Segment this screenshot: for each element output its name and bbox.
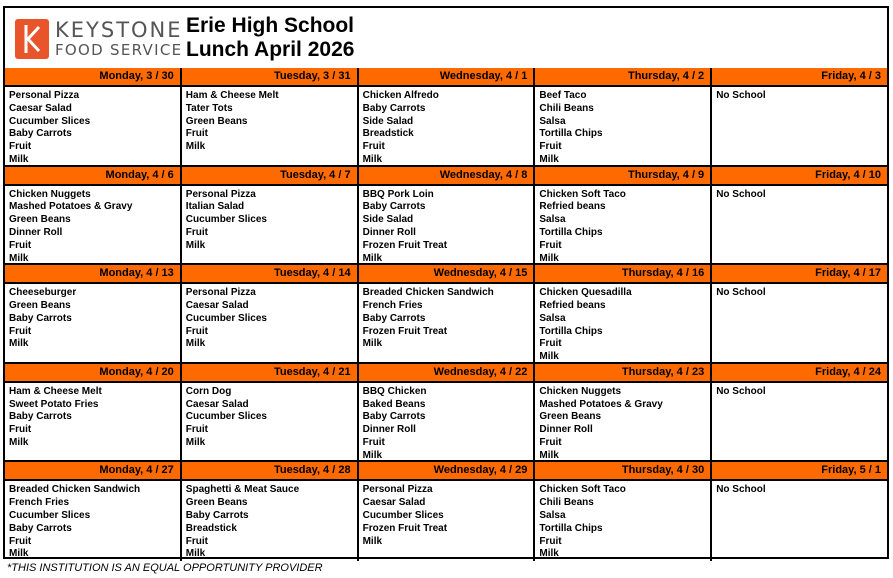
menu-item: Milk	[185, 436, 206, 448]
day-header: Wednesday, 4 / 22	[359, 364, 536, 381]
day-header: Thursday, 4 / 9	[535, 167, 712, 184]
day-header: Wednesday, 4 / 29	[359, 462, 536, 479]
menu-item: Milk	[9, 153, 29, 165]
day-header: Friday, 5 / 1	[821, 464, 881, 477]
day-header: Monday, 4 / 27	[5, 462, 182, 479]
menu-item: Salsa	[539, 312, 566, 324]
day-header: Thursday, 4 / 16	[535, 265, 712, 282]
menu-item: Dinner Roll	[362, 424, 416, 436]
day-menu-cell	[712, 383, 887, 463]
menu-item: Milk	[539, 252, 559, 264]
menu-item: Cucumber Slices	[185, 214, 267, 226]
menu-item: Fruit	[9, 239, 32, 251]
menu-item: Green Beans	[539, 411, 602, 423]
week-row	[5, 265, 887, 364]
menu-item: Green Beans	[185, 115, 248, 127]
menu-item: Fruit	[539, 141, 562, 153]
menu-item: Frozen Fruit Treat	[362, 522, 448, 534]
day-header: Tuesday, 4 / 7	[182, 167, 359, 184]
menu-row	[5, 186, 887, 266]
menu-row	[5, 481, 887, 561]
menu-item: Cucumber Slices	[185, 312, 267, 324]
menu-item: Fruit	[185, 325, 209, 337]
menu-item: Milk	[539, 449, 559, 461]
logo-line1: KEYSTONE	[55, 18, 183, 42]
menu-month-title: Lunch April 2026	[186, 38, 355, 61]
menu-item: Salsa	[539, 214, 566, 226]
day-header: Monday, 3 / 30	[5, 68, 182, 85]
day-header: Tuesday, 4 / 21	[182, 364, 359, 381]
menu-item: Ham & Cheese Melt	[9, 385, 102, 397]
day-menu-cell	[712, 284, 887, 364]
day-menu-cell	[5, 383, 182, 463]
day-header: Friday, 4 / 17	[815, 267, 881, 280]
menu-item: Dinner Roll	[9, 226, 63, 238]
menu-item: Baby Carrots	[9, 522, 72, 534]
menu-item: Chicken Soft Taco	[539, 188, 626, 200]
day-menu-cell	[182, 481, 359, 561]
day-header: Thursday, 4 / 30	[535, 462, 712, 479]
menu-item: No School	[716, 287, 766, 299]
menu-item: Milk	[362, 449, 383, 461]
menu-item: Fruit	[185, 535, 209, 547]
menu-item: Chicken Alfredo	[362, 90, 439, 101]
day-menu-cell	[535, 284, 712, 364]
menu-item: Breaded Chicken Sandwich	[9, 484, 141, 496]
week-grid	[5, 68, 887, 560]
day-menu-cell	[359, 87, 536, 167]
menu-item: Fruit	[362, 436, 385, 448]
menu-item: Refried beans	[539, 299, 606, 311]
menu-item: Personal Pizza	[185, 287, 256, 299]
menu-item: No School	[716, 385, 766, 397]
menu-item: French Fries	[362, 299, 423, 311]
menu-item: Caesar Salad	[9, 102, 72, 114]
menu-item: Milk	[185, 239, 206, 251]
menu-item: Green Beans	[185, 497, 248, 509]
menu-item: Fruit	[185, 226, 209, 238]
menu-item: Cucumber Slices	[362, 509, 444, 521]
menu-item: BBQ Pork Loin	[362, 188, 434, 200]
day-header-row	[5, 462, 887, 481]
menu-item: Frozen Fruit Treat	[362, 325, 448, 337]
day-menu-cell	[5, 481, 182, 561]
menu-item: Personal Pizza	[362, 484, 433, 496]
menu-item: Salsa	[539, 509, 566, 521]
menu-item: Dinner Roll	[539, 424, 593, 436]
day-menu-cell	[535, 87, 712, 167]
menu-item: Milk	[539, 548, 559, 560]
day-menu-cell	[712, 481, 887, 561]
menu-item: Milk	[362, 338, 383, 350]
day-menu-cell	[535, 186, 712, 266]
day-header: Wednesday, 4 / 1	[359, 68, 536, 85]
menu-item: Chicken Soft Taco	[539, 484, 626, 496]
day-menu-cell	[182, 186, 359, 266]
day-menu-cell	[359, 383, 536, 463]
day-menu-cell	[359, 284, 536, 364]
menu-item: Milk	[9, 548, 29, 560]
menu-item: Tortilla Chips	[539, 522, 603, 534]
menu-item: Caesar Salad	[362, 497, 426, 509]
week-row	[5, 167, 887, 266]
day-menu-cell	[182, 87, 359, 167]
menu-item: Beef Taco	[539, 90, 587, 101]
day-menu-cell	[535, 481, 712, 561]
day-header: Tuesday, 3 / 31	[182, 68, 359, 85]
menu-item: Fruit	[9, 424, 32, 436]
day-menu-cell	[359, 186, 536, 266]
menu-item: Chicken Quesadilla	[539, 287, 632, 299]
logo-k-icon	[15, 19, 49, 59]
menu-item: Ham & Cheese Melt	[185, 90, 279, 101]
menu-item: Fruit	[185, 128, 209, 140]
menu-item: Frozen Fruit Treat	[362, 239, 448, 251]
menu-item: Fruit	[539, 338, 562, 350]
day-header: Wednesday, 4 / 15	[359, 265, 536, 282]
menu-item: Dinner Roll	[362, 226, 416, 238]
menu-item: Cheeseburger	[9, 287, 77, 299]
menu-item: Mashed Potatoes & Gravy	[539, 398, 663, 410]
menu-row	[5, 383, 887, 463]
menu-item: Fruit	[362, 141, 385, 153]
day-header-row	[5, 265, 887, 284]
menu-item: Mashed Potatoes & Gravy	[9, 201, 133, 213]
menu-item: Green Beans	[9, 299, 71, 311]
menu-item: Milk	[9, 436, 29, 448]
menu-item: Milk	[185, 548, 206, 560]
menu-item: Milk	[185, 141, 206, 153]
menu-item: Caesar Salad	[185, 398, 249, 410]
menu-item: Breadstick	[362, 128, 414, 140]
day-menu-cell	[5, 186, 182, 266]
menu-item: No School	[716, 90, 766, 101]
menu-item: Side Salad	[362, 115, 414, 127]
menu-item: No School	[716, 484, 766, 496]
menu-item: Green Beans	[9, 214, 71, 226]
menu-item: Chicken Nuggets	[9, 188, 91, 200]
day-header: Tuesday, 4 / 14	[182, 265, 359, 282]
calendar-header	[5, 8, 887, 70]
menu-item: Baby Carrots	[185, 509, 249, 521]
menu-item: Tortilla Chips	[539, 226, 603, 238]
day-header: Friday, 4 / 24	[815, 365, 881, 378]
day-menu-cell	[535, 383, 712, 463]
day-header: Tuesday, 4 / 28	[182, 462, 359, 479]
menu-item: Milk	[362, 535, 383, 547]
menu-item: Milk	[362, 252, 383, 264]
menu-item: Milk	[9, 338, 29, 350]
menu-item: Breaded Chicken Sandwich	[362, 287, 494, 299]
menu-item: Milk	[185, 338, 206, 350]
menu-item: Baked Beans	[362, 398, 426, 410]
day-menu-cell	[712, 87, 887, 167]
menu-item: Fruit	[9, 325, 32, 337]
menu-item: Personal Pizza	[9, 90, 80, 101]
footer-note: *THIS INSTITUTION IS AN EQUAL OPPORTUNITY PROVIDER	[7, 562, 323, 574]
day-header: Wednesday, 4 / 8	[359, 167, 536, 184]
menu-item: No School	[716, 188, 766, 200]
school-name: Erie High School	[186, 14, 355, 37]
menu-item: Fruit	[539, 535, 562, 547]
menu-item: Side Salad	[362, 214, 414, 226]
menu-item: Fruit	[9, 141, 32, 153]
menu-item: Milk	[539, 153, 559, 165]
menu-item: Cucumber Slices	[9, 115, 91, 127]
menu-item: Fruit	[185, 424, 209, 436]
day-header-row	[5, 68, 887, 87]
menu-calendar	[3, 6, 889, 559]
keystone-logo	[15, 16, 183, 62]
menu-item: Baby Carrots	[362, 201, 426, 213]
menu-item: Corn Dog	[185, 385, 232, 397]
day-header: Monday, 4 / 20	[5, 364, 182, 381]
menu-item: Spaghetti & Meat Sauce	[185, 484, 300, 496]
menu-item: Cucumber Slices	[185, 411, 267, 423]
day-menu-cell	[5, 87, 182, 167]
menu-item: Breadstick	[185, 522, 237, 534]
menu-item: Caesar Salad	[185, 299, 249, 311]
day-header: Monday, 4 / 6	[5, 167, 182, 184]
menu-item: Baby Carrots	[9, 411, 72, 423]
menu-item: Cucumber Slices	[9, 509, 91, 521]
menu-item: Fruit	[539, 436, 562, 448]
menu-row	[5, 284, 887, 364]
menu-item: BBQ Chicken	[362, 385, 427, 397]
day-menu-cell	[182, 383, 359, 463]
menu-item: Tortilla Chips	[539, 128, 603, 140]
week-row	[5, 68, 887, 167]
menu-row	[5, 87, 887, 167]
menu-item: Milk	[9, 252, 29, 264]
menu-item: Sweet Potato Fries	[9, 398, 99, 410]
menu-item: Fruit	[9, 535, 32, 547]
menu-item: Chicken Nuggets	[539, 385, 622, 397]
menu-item: French Fries	[9, 497, 70, 509]
day-header: Monday, 4 / 13	[5, 265, 182, 282]
logo-line2: FOOD SERVICE	[55, 41, 183, 59]
menu-item: Baby Carrots	[362, 411, 426, 423]
day-menu-cell	[712, 186, 887, 266]
menu-item: Milk	[539, 351, 559, 363]
day-header: Friday, 4 / 10	[815, 168, 881, 181]
menu-item: Tater Tots	[185, 102, 233, 114]
menu-item: Baby Carrots	[362, 312, 426, 324]
menu-item: Chili Beans	[539, 102, 594, 114]
day-header-row	[5, 167, 887, 186]
menu-item: Milk	[362, 153, 383, 165]
day-menu-cell	[182, 284, 359, 364]
menu-item: Personal Pizza	[185, 188, 256, 200]
menu-item: Baby Carrots	[9, 128, 72, 140]
menu-item: Tortilla Chips	[539, 325, 603, 337]
menu-item: Baby Carrots	[9, 312, 72, 324]
day-header-row	[5, 364, 887, 383]
menu-item: Baby Carrots	[362, 102, 426, 114]
day-header: Friday, 4 / 3	[821, 70, 881, 82]
day-menu-cell	[359, 481, 536, 561]
menu-item: Refried beans	[539, 201, 606, 213]
day-header: Thursday, 4 / 2	[535, 68, 712, 85]
menu-item: Chili Beans	[539, 497, 594, 509]
menu-item: Fruit	[539, 239, 562, 251]
day-menu-cell	[5, 284, 182, 364]
menu-item: Italian Salad	[185, 201, 245, 213]
week-row	[5, 462, 887, 561]
day-header: Thursday, 4 / 23	[535, 364, 712, 381]
week-row	[5, 364, 887, 463]
menu-item: Salsa	[539, 115, 566, 127]
